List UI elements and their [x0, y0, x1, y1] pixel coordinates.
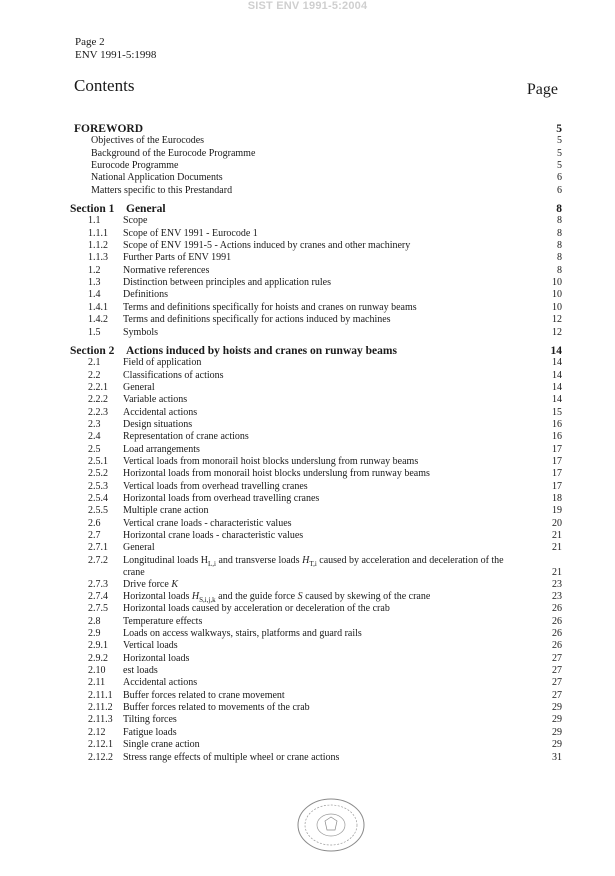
toc-entry[interactable]: 2.6 Vertical crane loads - characteristic values 20 [88, 517, 562, 529]
toc-entry[interactable]: 1.3 Distinction between principles and application rules 10 [88, 277, 562, 289]
toc-entry[interactable]: 1.1.3 Further Parts of ENV 1991 8 [88, 252, 562, 264]
toc-entry[interactable]: National Application Documents 6 [91, 172, 562, 184]
toc-entry[interactable]: 1.4 Definitions 10 [88, 289, 562, 301]
toc-entry[interactable]: 2.11.2 Buffer forces related to movements of the crab 29 [88, 702, 562, 714]
table-of-contents [0, 123, 615, 764]
toc-entry[interactable]: Eurocode Programme 5 [91, 160, 562, 172]
toc-entry[interactable]: 2.10 est loads 27 [88, 665, 562, 677]
toc-entry[interactable]: 2.11 Accidental actions 27 [88, 677, 562, 689]
toc-entry[interactable]: 2.7.2 Longitudinal loads $H_{L,i}$ and transverse loads $H_{T,i}$ caused by acceleration and deceleration of the crane 21 [88, 554, 562, 578]
official-stamp-seal [295, 797, 367, 853]
toc-entry[interactable]: 2.5.4 Horizontal loads from overhead travelling cranes 18 [88, 492, 562, 504]
toc-entry[interactable]: 2.2.3 Accidental actions 15 [88, 406, 562, 418]
toc-entry[interactable]: 2.5.2 Horizontal loads from monorail hoist blocks underslung from runway beams 17 [88, 468, 562, 480]
toc-entry[interactable]: 2.7 Horizontal crane loads - characteristic values 21 [88, 530, 562, 541]
toc-entry[interactable]: 1.4.1 Terms and definitions specifically for hoists and cranes on runway beams 10 [88, 301, 562, 313]
toc-entry[interactable]: Background of the Eurocode Programme 5 [91, 147, 562, 159]
toc-entry[interactable]: 2.8 Temperature effects 26 [88, 615, 562, 627]
toc-entry[interactable]: 2.5.3 Vertical loads from overhead travelling cranes 17 [88, 480, 562, 492]
toc-entry[interactable]: 2.11.1 Buffer forces related to crane movement 27 [88, 689, 562, 701]
toc-entry[interactable]: 1.1 Scope 8 [88, 215, 562, 227]
standard-id: ENV 1991-5:1998 [75, 49, 157, 61]
toc-entry[interactable]: Matters specific to this Prestandard 6 [91, 184, 562, 196]
toc-entry[interactable]: 1.4.2 Terms and definitions specifically for actions induced by machines 12 [88, 314, 562, 326]
toc-entry[interactable]: 1.2 Normative references 8 [88, 264, 562, 276]
toc-entry[interactable]: 2.12.1 Single crane action 29 [88, 739, 562, 751]
contents-title: Contents [74, 76, 135, 95]
toc-entry[interactable]: 2.2.1 General 14 [88, 381, 562, 393]
toc-entry[interactable]: 2.1 Field of application 14 [88, 357, 562, 369]
toc-entry[interactable]: 2.7.5 Horizontal loads caused by acceleration or deceleration of the crab 26 [88, 603, 562, 615]
toc-section-1-heading[interactable]: Section 1 General 8 [70, 203, 562, 216]
toc-entry[interactable]: 2.11.3 Tilting forces 29 [88, 714, 562, 726]
watermark: SIST ENV 1991-5:2004 [247, 0, 368, 12]
page-number: Page 2 [75, 36, 105, 48]
toc-entry[interactable]: Objectives of the Eurocodes 5 [91, 135, 562, 147]
toc-entry[interactable]: 2.9 Loads on access walkways, stairs, platforms and guard rails 26 [88, 628, 562, 640]
toc-entry[interactable]: 2.7.1 General 21 [88, 542, 562, 554]
toc-foreword-heading[interactable]: FOREWORD 5 [74, 123, 562, 135]
page-column-label: Page [526, 81, 558, 98]
toc-entry[interactable]: 2.5.1 Vertical loads from monorail hoist blocks underslung from runway beams 17 [88, 455, 562, 467]
toc-entry[interactable]: 2.2 Classifications of actions 14 [88, 369, 562, 381]
toc-entry[interactable]: 2.3 Design situations 16 [88, 418, 562, 430]
toc-entry[interactable]: 2.2.2 Variable actions 14 [88, 394, 562, 406]
toc-section-2-heading[interactable]: Section 2 Actions induced by hoists and cranes on runway beams 14 [70, 344, 562, 357]
toc-entry[interactable]: 2.9.2 Horizontal loads 27 [88, 652, 562, 664]
toc-entry[interactable]: 1.1.1 Scope of ENV 1991 - Eurocode 1 8 [88, 227, 562, 239]
toc-entry[interactable]: 2.7.3 Drive force K 23 [88, 578, 562, 590]
toc-entry[interactable]: 2.12.2 Stress range effects of multiple wheel or crane actions 31 [88, 751, 562, 763]
toc-entry[interactable]: 2.7.4 Horizontal loads $H_{S,i,j,k}$ and the guide force S caused by skewing of the crane 23 [88, 591, 562, 605]
toc-entry[interactable]: 2.4 Representation of crane actions 16 [88, 431, 562, 443]
toc-entry[interactable]: 1.5 Symbols 12 [88, 326, 562, 338]
toc-entry[interactable]: 1.1.2 Scope of ENV 1991-5 - Actions induced by cranes and other machinery 8 [88, 240, 562, 252]
toc-entry[interactable]: 2.5.5 Multiple crane action 19 [88, 505, 562, 517]
toc-entry[interactable]: 2.5 Load arrangements 17 [88, 443, 562, 455]
toc-entry[interactable]: 2.9.1 Vertical loads 26 [88, 640, 562, 652]
page-header [75, 36, 156, 62]
toc-entry[interactable]: 2.12 Fatigue loads 29 [88, 726, 562, 738]
